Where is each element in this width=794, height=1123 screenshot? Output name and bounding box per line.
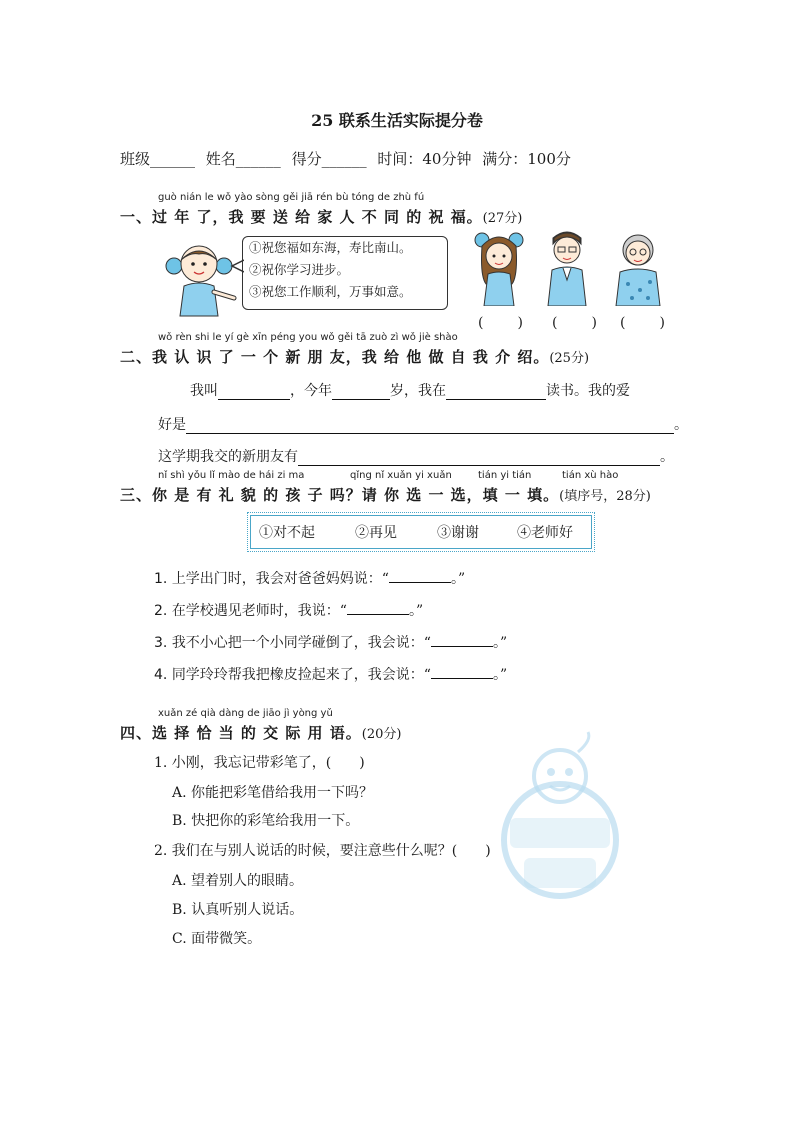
question-text: 上学出门时，我会对爸爸妈妈说：“: [171, 571, 389, 587]
hobby-blank[interactable]: [186, 417, 674, 434]
question-end: 。”: [450, 571, 466, 587]
new-friends-label: 这学期我交的新朋友有: [158, 449, 298, 465]
answer-blank[interactable]: [431, 632, 493, 647]
section3-pinyin-3: tián yi tián: [478, 470, 532, 481]
option-1: ①对不起: [259, 525, 315, 541]
option-2: ②再见: [355, 525, 397, 541]
choice-question-2: 2. 我们在与别人说话的时候，要注意些什么呢？( ): [154, 843, 491, 859]
choice-q2-option-b[interactable]: B. 认真听别人说话。: [172, 902, 304, 918]
option-4: ④老师好: [517, 525, 573, 541]
question-row: [154, 664, 507, 684]
question-text: 我不小心把一个小同学碰倒了，我会说：“: [171, 635, 431, 651]
full-score-label: 满分：100分: [482, 150, 571, 168]
section4-pinyin: xuǎn zé qià dàng de jiāo jì yòng yǔ: [158, 708, 333, 719]
section1-score: (27分): [482, 211, 523, 226]
hobby-label: 好是: [158, 417, 186, 433]
answer-blank[interactable]: [389, 568, 451, 583]
answer-paren-1[interactable]: ( ): [478, 315, 525, 331]
new-friends-blank[interactable]: [298, 449, 660, 466]
new-friends-end: 。: [660, 449, 674, 465]
hobby-end: 。: [674, 417, 688, 433]
question-number: 3.: [154, 635, 168, 651]
section3-score: (填序号，28分): [559, 489, 651, 504]
question-end: 。”: [408, 603, 424, 619]
section1-pinyin: guò nián le wǒ yào sòng gěi jiā rén bù tóng de zhù fú: [158, 192, 425, 203]
section3-pinyin-2: qǐng nǐ xuǎn yi xuǎn: [350, 470, 452, 481]
intro-age-label: ，今年: [290, 383, 332, 399]
girl-student-illustration: [470, 226, 528, 306]
question-number: 1.: [154, 571, 168, 587]
options-box: [250, 515, 592, 549]
student-info-row: [120, 148, 577, 169]
question-end: 。”: [492, 667, 508, 683]
intro-hobby-label: 读书。我的爱: [546, 383, 630, 399]
wish-2: ②祝你学习进步。: [249, 262, 350, 277]
question-row: [154, 568, 465, 588]
question-text: 在学校遇见老师时，我说：“: [171, 603, 347, 619]
question-number: 4.: [154, 667, 168, 683]
section2-pinyin: wǒ rèn shi le yí gè xīn péng you wǒ gěi tā zuò zì wǒ jiè shào: [158, 332, 458, 343]
watermark-logo: [500, 730, 620, 910]
section4-heading: [120, 722, 401, 743]
answer-blank[interactable]: [347, 600, 409, 615]
man-illustration: [544, 228, 590, 306]
girl-illustration: [160, 240, 240, 318]
section3-heading: [120, 484, 651, 505]
name-field[interactable]: 姓名______: [205, 150, 281, 168]
section4-heading-text: 四、选 择 恰 当 的 交 际 用 语。: [120, 724, 362, 742]
section2-heading: [120, 346, 589, 367]
choice-q1-option-b[interactable]: B. 快把你的彩笔给我用一下。: [172, 813, 360, 829]
section3-pinyin-4: tián xù hào: [562, 470, 619, 481]
section2-score: (25分): [549, 351, 590, 366]
intro-line-1: [190, 380, 630, 400]
choice-q2-option-c[interactable]: C. 面带微笑。: [172, 931, 262, 947]
time-label: 时间：40分钟: [377, 150, 472, 168]
answer-blank[interactable]: [431, 664, 493, 679]
name-blank[interactable]: [218, 383, 290, 400]
choice-q1-option-a[interactable]: A. 你能把彩笔借给我用一下吗？: [172, 785, 374, 801]
question-text: 同学玲玲帮我把橡皮捡起来了，我会说：“: [171, 667, 431, 683]
section1-heading-text: 一、过 年 了，我 要 送 给 家 人 不 同 的 祝 福。: [120, 208, 483, 226]
question-row: [154, 632, 507, 652]
wish-3: ③祝您工作顺利，万事如意。: [249, 284, 412, 299]
choice-q2-option-a[interactable]: A. 望着别人的眼睛。: [172, 873, 304, 889]
intro-name-label: 我叫: [190, 383, 218, 399]
option-3: ③谢谢: [437, 525, 479, 541]
answer-paren-2[interactable]: ( ): [552, 315, 599, 331]
question-end: 。”: [492, 635, 508, 651]
section1-heading: [120, 206, 522, 227]
intro-line-2: [158, 414, 688, 434]
intro-school-label: 岁，我在: [390, 383, 446, 399]
grandmother-illustration: [610, 228, 666, 306]
intro-line-3: [158, 446, 674, 466]
age-blank[interactable]: [332, 383, 390, 400]
school-blank[interactable]: [446, 383, 546, 400]
wishes-bubble: [242, 236, 448, 310]
section3-pinyin-1: nǐ shì yǒu lǐ mào de hái zi ma: [158, 470, 305, 481]
class-field[interactable]: 班级______: [120, 150, 196, 168]
score-field[interactable]: 得分______: [291, 150, 367, 168]
page-title: 25 联系生活实际提分卷: [311, 111, 483, 130]
question-row: [154, 600, 423, 620]
answer-paren-3[interactable]: ( ): [620, 315, 667, 331]
section3-heading-text: 三、你 是 有 礼 貌 的 孩 子 吗？请 你 选 一 选，填 一 填。: [120, 486, 560, 504]
section2-heading-text: 二、我 认 识 了 一 个 新 朋 友，我 给 他 做 自 我 介 绍。: [120, 348, 550, 366]
section4-score: (20分): [361, 727, 402, 742]
wish-1: ①祝您福如东海，寿比南山。: [249, 240, 412, 255]
choice-question-1: 1. 小刚，我忘记带彩笔了，( ): [154, 755, 365, 771]
question-number: 2.: [154, 603, 168, 619]
